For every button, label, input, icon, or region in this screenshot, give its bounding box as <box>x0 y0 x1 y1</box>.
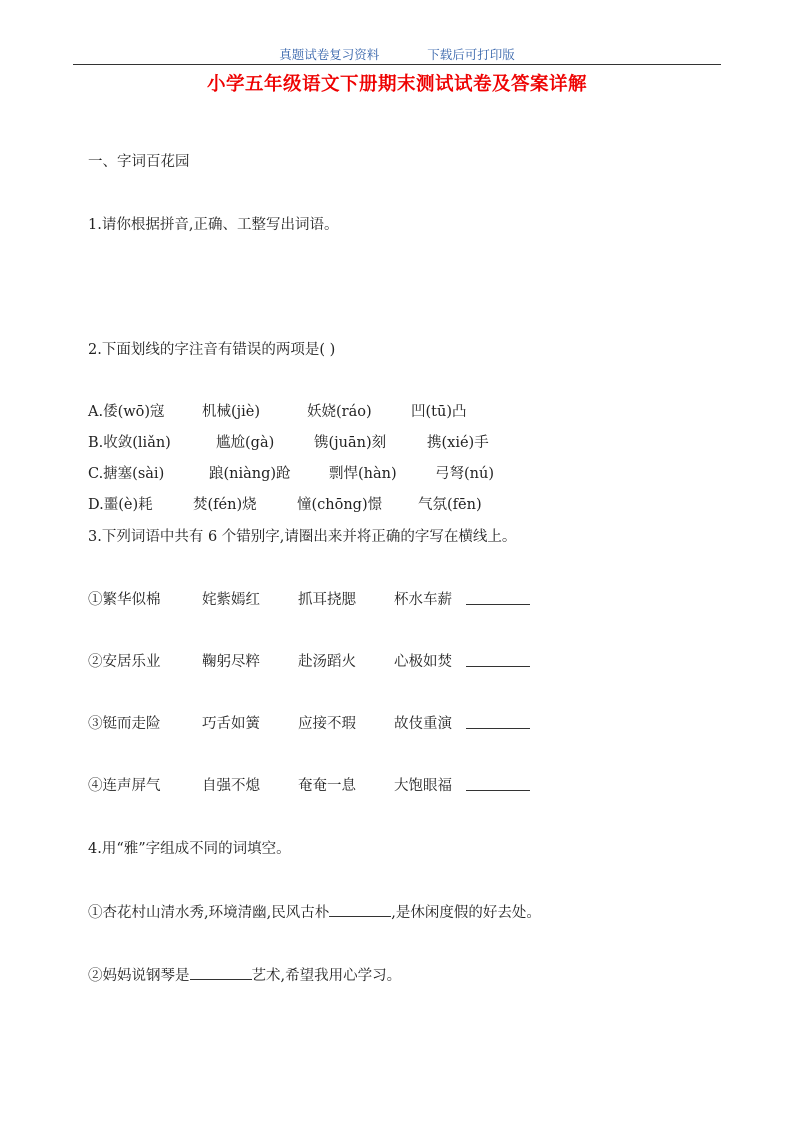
q3-row1-blank[interactable] <box>466 590 530 611</box>
q3-row2-word2: 鞠躬尽粹 <box>202 654 260 670</box>
q4-item-2-blank[interactable] <box>190 965 252 980</box>
page-title: 小学五年级语文下册期末测试试卷及答案详解 <box>206 74 587 95</box>
q3-row4-blank[interactable] <box>466 776 530 797</box>
option-d-3: 憧(chōng)憬 <box>297 497 383 513</box>
q3-row1-word4: 杯水车薪 <box>394 592 452 608</box>
question-3: 3.下列词语中共有 6 个错别字,请圈出来并将正确的字写在横线上。 <box>88 529 517 545</box>
option-b-1: B.收敛(liǎn) <box>88 435 171 451</box>
q3-row2-blank[interactable] <box>466 652 530 673</box>
q4-item-2-before: ②妈妈说钢琴是 <box>88 968 190 984</box>
option-b-3: 镌(juān)刻 <box>314 435 387 451</box>
option-c-3: 剽悍(hàn) <box>329 466 397 482</box>
q3-row2-word3: 赴汤蹈火 <box>298 654 356 670</box>
question-4: 4.用“雅”字组成不同的词填空。 <box>88 841 291 857</box>
q3-row3-word3: 应接不瑕 <box>298 716 356 732</box>
q3-row2-word4: 心极如焚 <box>394 654 452 670</box>
option-d-2: 焚(fén)烧 <box>193 497 257 513</box>
q3-row3-word4: 故伎重演 <box>394 716 452 732</box>
q4-item-2-after: 艺术,希望我用心学习。 <box>251 968 402 984</box>
option-a-4: 凹(tū)凸 <box>411 404 467 420</box>
q3-row4-word2: 自强不熄 <box>202 778 260 794</box>
option-d-4: 气氛(fēn) <box>418 497 482 513</box>
q4-item-1-after: ,是休闲度假的好去处。 <box>391 905 541 921</box>
option-d-1: D.噩(è)耗 <box>88 497 153 513</box>
q4-item-1-before: ①杏花村山清水秀,环境清幽,民风古朴 <box>88 905 330 921</box>
q3-row3-blank[interactable] <box>466 714 530 735</box>
q4-item-1-blank[interactable] <box>329 902 391 917</box>
q3-row4-word3: 奄奄一息 <box>298 778 356 794</box>
header-divider <box>73 64 721 65</box>
option-a-2: 机械(jiè) <box>202 404 261 420</box>
option-a-1: A.倭(wō)寇 <box>88 404 165 420</box>
section-heading: 一、字词百花园 <box>88 154 190 170</box>
q3-row1-word3: 抓耳挠腮 <box>298 592 356 608</box>
q3-row1-word2: 姹紫嫣红 <box>202 592 260 608</box>
option-b-2: 尴尬(gà) <box>216 435 275 451</box>
q3-row3-word1: ③铤而走险 <box>88 716 161 732</box>
q4-item-1 <box>88 902 541 923</box>
option-b-4: 携(xié)手 <box>427 435 489 451</box>
question-2: 2.下面划线的字注音有错误的两项是( ) <box>88 342 336 358</box>
q3-row4-word1: ④连声屏气 <box>88 778 161 794</box>
option-c-4: 弓弩(nú) <box>435 466 494 482</box>
option-a-3: 妖娆(ráo) <box>307 404 372 420</box>
option-c-1: C.搪塞(sài) <box>88 466 165 482</box>
page-header <box>0 45 794 65</box>
option-c-2: 踉(niàng)跄 <box>209 466 291 482</box>
q4-item-2 <box>88 965 401 986</box>
q3-row3-word2: 巧舌如簧 <box>202 716 260 732</box>
q3-row2-word1: ②安居乐业 <box>88 654 161 670</box>
header-left-text: 真题试卷复习资料 <box>279 47 380 62</box>
q3-row4-word4: 大饱眼福 <box>394 778 452 794</box>
question-1: 1.请你根据拼音,正确、工整写出词语。 <box>88 217 339 233</box>
q3-row1-word1: ①繁华似棉 <box>88 592 161 608</box>
header-right-text: 下载后可打印版 <box>427 47 515 62</box>
